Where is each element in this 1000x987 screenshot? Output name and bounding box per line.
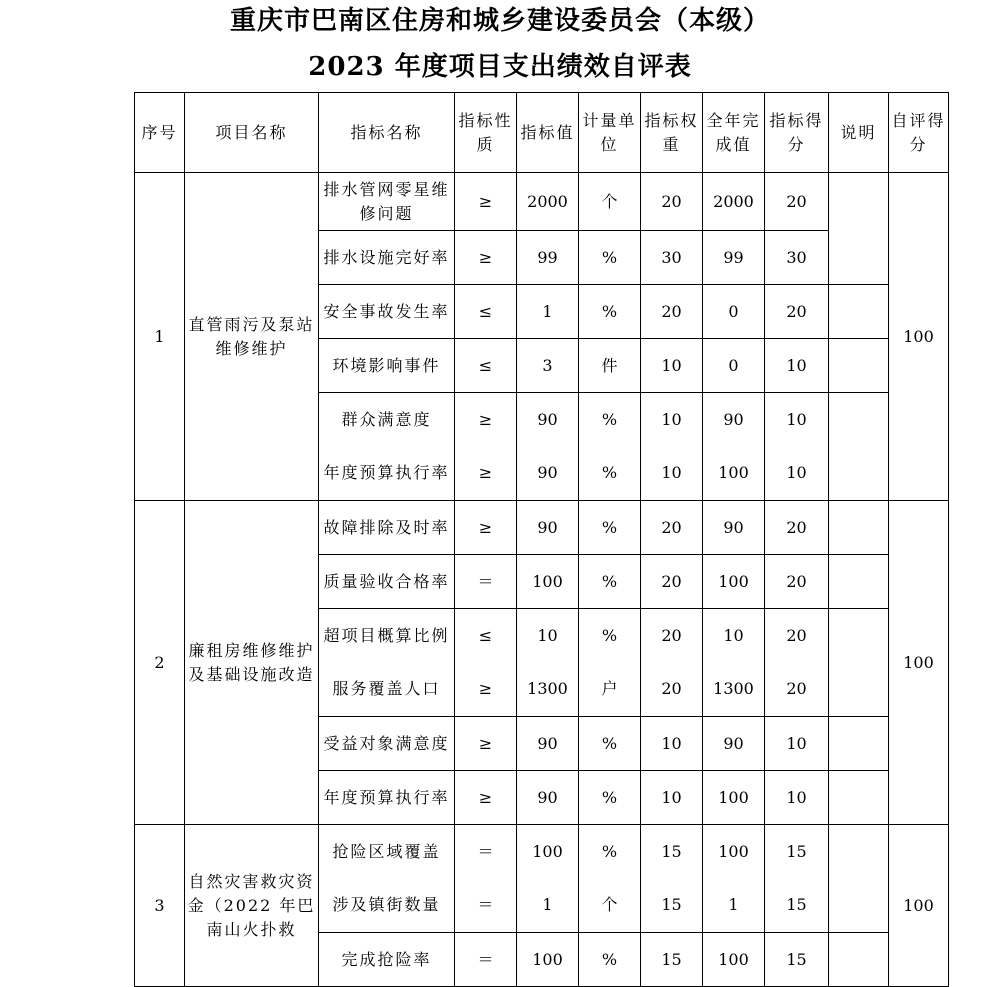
indicator-weight: 20	[641, 173, 703, 231]
indicator-note	[829, 447, 889, 501]
indicator-unit: %	[579, 393, 641, 447]
indicator-weight: 15	[641, 933, 703, 987]
project-seq: 3	[135, 825, 185, 987]
indicator-weight: 10	[641, 771, 703, 825]
indicator-nature: ≥	[455, 771, 517, 825]
indicator-weight: 15	[641, 825, 703, 879]
indicator-weight: 20	[641, 555, 703, 609]
indicator-score: 30	[765, 231, 829, 285]
indicator-nature: ≥	[455, 447, 517, 501]
project-seq: 1	[135, 173, 185, 501]
indicator-unit: %	[579, 825, 641, 879]
indicator-nature: ≥	[455, 663, 517, 717]
indicator-value: 90	[517, 447, 579, 501]
indicator-unit: 户	[579, 663, 641, 717]
indicator-score: 20	[765, 555, 829, 609]
indicator-unit: %	[579, 447, 641, 501]
indicator-name: 故障排除及时率	[319, 501, 455, 555]
project-name: 直管雨污及泵站维修维护	[185, 173, 319, 501]
indicator-nature: ＝	[455, 825, 517, 879]
indicator-name: 超项目概算比例	[319, 609, 455, 663]
indicator-note	[829, 393, 889, 447]
header-actual: 全年完成值	[703, 93, 765, 173]
indicator-actual: 1	[703, 879, 765, 933]
indicator-weight: 15	[641, 879, 703, 933]
indicator-name: 受益对象满意度	[319, 717, 455, 771]
indicator-nature: ＝	[455, 555, 517, 609]
header-note: 说明	[829, 93, 889, 173]
project-self-score: 100	[889, 173, 949, 501]
indicator-actual: 0	[703, 339, 765, 393]
indicator-weight: 10	[641, 339, 703, 393]
indicator-actual: 100	[703, 825, 765, 879]
indicator-score: 20	[765, 285, 829, 339]
indicator-actual: 90	[703, 717, 765, 771]
page-subtitle: 2023 年度项目支出绩效自评表	[308, 52, 692, 82]
page-title: 重庆市巴南区住房和城乡建设委员会（本级）	[229, 6, 770, 36]
header-self-score: 自评得分	[889, 93, 949, 173]
indicator-name: 完成抢险率	[319, 933, 455, 987]
indicator-weight: 20	[641, 285, 703, 339]
indicator-name: 涉及镇街数量	[319, 879, 455, 933]
indicator-name: 安全事故发生率	[319, 285, 455, 339]
indicator-score: 10	[765, 447, 829, 501]
indicator-value: 100	[517, 933, 579, 987]
indicator-note	[829, 285, 889, 339]
indicator-weight: 10	[641, 393, 703, 447]
header-score: 指标得分	[765, 93, 829, 173]
header-seq: 序号	[135, 93, 185, 173]
indicator-actual: 1300	[703, 663, 765, 717]
header-unit: 计量单位	[579, 93, 641, 173]
indicator-value: 1300	[517, 663, 579, 717]
indicator-score: 10	[765, 771, 829, 825]
indicator-unit: %	[579, 609, 641, 663]
indicator-name: 服务覆盖人口	[319, 663, 455, 717]
indicator-score: 15	[765, 933, 829, 987]
performance-table	[134, 92, 949, 987]
indicator-actual: 90	[703, 393, 765, 447]
indicator-note	[829, 173, 889, 231]
indicator-name: 群众满意度	[319, 393, 455, 447]
indicator-nature: ≥	[455, 231, 517, 285]
indicator-name: 年度预算执行率	[319, 771, 455, 825]
indicator-unit: %	[579, 501, 641, 555]
indicator-unit: %	[579, 285, 641, 339]
header-project: 项目名称	[185, 93, 319, 173]
indicator-unit: %	[579, 717, 641, 771]
indicator-note	[829, 663, 889, 717]
indicator-weight: 20	[641, 501, 703, 555]
project-name: 自然灾害救灾资金（2022 年巴南山火扑救	[185, 825, 319, 987]
header-indicator: 指标名称	[319, 93, 455, 173]
indicator-score: 10	[765, 393, 829, 447]
indicator-unit: %	[579, 231, 641, 285]
indicator-name: 环境影响事件	[319, 339, 455, 393]
indicator-value: 2000	[517, 173, 579, 231]
indicator-weight: 20	[641, 609, 703, 663]
indicator-note	[829, 717, 889, 771]
indicator-name: 质量验收合格率	[319, 555, 455, 609]
indicator-weight: 30	[641, 231, 703, 285]
indicator-actual: 99	[703, 231, 765, 285]
indicator-value: 100	[517, 555, 579, 609]
table-row	[135, 501, 949, 555]
indicator-actual: 100	[703, 555, 765, 609]
indicator-value: 1	[517, 879, 579, 933]
indicator-actual: 0	[703, 285, 765, 339]
header-weight: 指标权重	[641, 93, 703, 173]
indicator-score: 20	[765, 663, 829, 717]
indicator-score: 10	[765, 339, 829, 393]
project-seq: 2	[135, 501, 185, 825]
indicator-nature: ≤	[455, 339, 517, 393]
indicator-actual: 10	[703, 609, 765, 663]
project-self-score: 100	[889, 501, 949, 825]
indicator-nature: ≥	[455, 501, 517, 555]
indicator-score: 15	[765, 879, 829, 933]
indicator-note	[829, 231, 889, 285]
indicator-note	[829, 825, 889, 879]
indicator-note	[829, 339, 889, 393]
indicator-nature: ＝	[455, 933, 517, 987]
indicator-note	[829, 771, 889, 825]
indicator-value: 90	[517, 501, 579, 555]
indicator-actual: 100	[703, 447, 765, 501]
indicator-unit: %	[579, 771, 641, 825]
indicator-score: 20	[765, 609, 829, 663]
header-nature: 指标性质	[455, 93, 517, 173]
indicator-name: 抢险区域覆盖	[319, 825, 455, 879]
indicator-note	[829, 555, 889, 609]
indicator-value: 99	[517, 231, 579, 285]
table-row	[135, 825, 949, 879]
indicator-actual: 100	[703, 771, 765, 825]
indicator-score: 20	[765, 173, 829, 231]
indicator-actual: 90	[703, 501, 765, 555]
indicator-value: 1	[517, 285, 579, 339]
indicator-value: 90	[517, 771, 579, 825]
indicator-note	[829, 609, 889, 663]
indicator-nature: ≤	[455, 609, 517, 663]
indicator-name: 排水管网零星维修问题	[319, 173, 455, 231]
indicator-score: 15	[765, 825, 829, 879]
indicator-note	[829, 501, 889, 555]
indicator-value: 90	[517, 393, 579, 447]
indicator-name: 排水设施完好率	[319, 231, 455, 285]
project-self-score: 100	[889, 825, 949, 987]
indicator-note	[829, 933, 889, 987]
header-value: 指标值	[517, 93, 579, 173]
indicator-actual: 100	[703, 933, 765, 987]
indicator-value: 90	[517, 717, 579, 771]
indicator-unit: %	[579, 933, 641, 987]
indicator-value: 100	[517, 825, 579, 879]
indicator-unit: 个	[579, 879, 641, 933]
indicator-weight: 10	[641, 447, 703, 501]
indicator-actual: 2000	[703, 173, 765, 231]
indicator-value: 10	[517, 609, 579, 663]
indicator-score: 20	[765, 501, 829, 555]
indicator-name: 年度预算执行率	[319, 447, 455, 501]
indicator-score: 10	[765, 717, 829, 771]
indicator-note	[829, 879, 889, 933]
indicator-nature: ≤	[455, 285, 517, 339]
indicator-unit: 件	[579, 339, 641, 393]
indicator-value: 3	[517, 339, 579, 393]
indicator-nature: ≥	[455, 717, 517, 771]
indicator-unit: 个	[579, 173, 641, 231]
project-name: 廉租房维修维护及基础设施改造	[185, 501, 319, 825]
indicator-nature: ≥	[455, 173, 517, 231]
indicator-nature: ＝	[455, 879, 517, 933]
indicator-weight: 20	[641, 663, 703, 717]
indicator-unit: %	[579, 555, 641, 609]
header-row	[135, 93, 949, 173]
indicator-nature: ≥	[455, 393, 517, 447]
indicator-weight: 10	[641, 717, 703, 771]
table-row	[135, 173, 949, 231]
